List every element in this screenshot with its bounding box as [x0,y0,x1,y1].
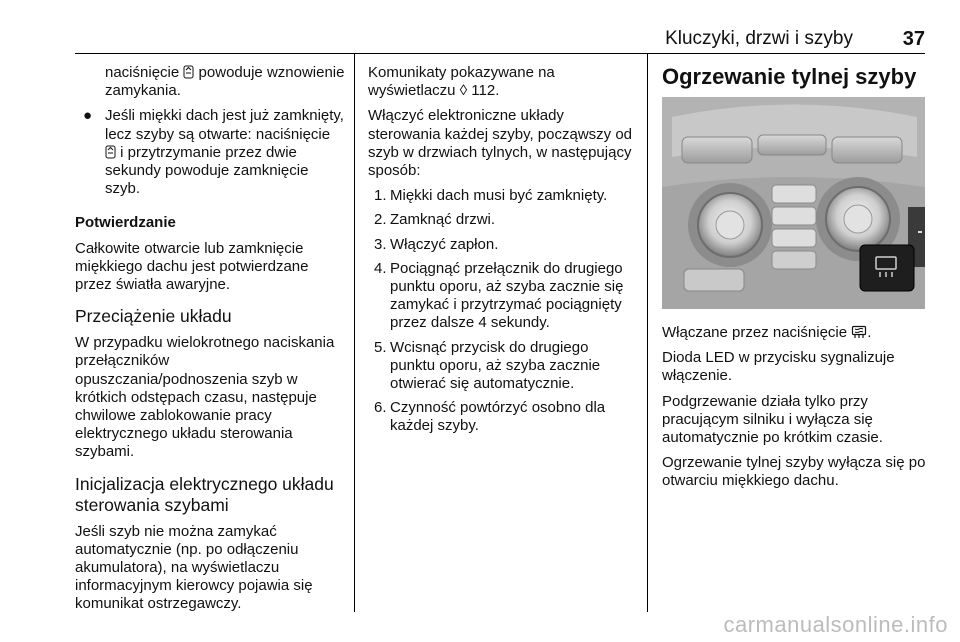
rear-heating-heading: Ogrzewanie tylnej szyby [662,64,917,89]
confirm-heading: Potwierdzanie [75,214,176,232]
climate-control-photo [662,97,925,309]
overload-text: W przypadku wielokrotnego naciskania przełączników opuszczania/podnoszenia szyb w krótkich odstępach czasu, następuje chwilowe zablokowanie pracy elektrycznego układu sterowania szybami. [75,334,335,461]
activation-paragraph: Włączane przez naciśnięcie . [662,324,872,341]
overload-heading: Przeciążenie układu [75,306,232,327]
steps-list [368,187,633,435]
list-item: 5. Wcisnąć przycisk do drugiego punktu oporu, aż szyba zacznie otwierać się automatycznie. [374,338,601,393]
control-panel-illustration [662,97,925,309]
rear-defrost-icon [851,325,867,339]
list-item: 3. Włączyć zapłon. [374,235,499,253]
section-title: Kluczyki, drzwi i szyby [665,28,853,49]
page-ref[interactable]: 112. [467,82,500,100]
intro-paragraph: Komunikaty pokazywane na wyświetlaczu ◊ 112. [368,64,555,100]
engine-paragraph: Podgrzewanie działa tylko przy pracującym silniku i wyłącza się automatycznie po krótkim czasie. [662,392,883,447]
init-text: Jeśli szyb nie można zamykać automatycznie (np. po odłączeniu akumulatora), na wyświetlaczu informacyjnym kierowcy pojawia się komunikat ostrzegawczy. [75,522,313,613]
bullet-marker: ● [83,107,93,125]
list-item: 4. Pociągnąć przełącznik do drugiego punktu oporu, aż szyba zacznie się zamykać i przytrzymać pociągnięty przez dalsze 4 sekundy. [374,259,624,332]
led-paragraph: Dioda LED w przycisku sygnalizuje włączenie. [662,349,895,385]
instruction-paragraph: Włączyć elektroniczne układy sterowania każdej szyby, począwszy od szyb w drzwiach tylnych, w następujący sposób: [368,107,633,180]
column-middle [368,64,633,442]
column-right [662,64,927,498]
page-ref-arrow-icon: ◊ [459,82,468,100]
column-divider-1 [354,54,355,612]
bullet-item: ● Jeśli miękki dach jest już zamknięty, lecz szyby są otwarte: naciśnięcie i przytrzymanie przez dwie sekundy powoduje zamknięcie szyb. [83,107,344,198]
window-switch-icon [105,145,116,159]
list-item: 6. Czynność powtórzyć osobno dla każdej szyby. [374,399,606,435]
list-item: 2. Zamknąć drzwi. [374,211,496,229]
window-switch-icon [183,65,194,79]
column-left [75,64,345,621]
page-header [75,28,925,52]
softtop-paragraph: Ogrzewanie tylnej szyby wyłącza się po otwarciu miękkiego dachu. [662,454,926,490]
list-item: 1. Miękki dach musi być zamknięty. [374,187,608,205]
watermark: carmanualsonline.info [723,612,948,637]
continued-paragraph: naciśnięcie powoduje wznowienie zamykania. [105,64,345,100]
init-heading: Inicjalizacja elektrycznego układu sterowania szybami [75,473,334,515]
page-number: 37 [902,28,925,50]
column-divider-2 [647,54,648,612]
confirm-text: Całkowite otwarcie lub zamknięcie miękkiego dachu jest potwierdzane przez światła awaryjne. [75,239,309,294]
header-rule [75,53,925,54]
